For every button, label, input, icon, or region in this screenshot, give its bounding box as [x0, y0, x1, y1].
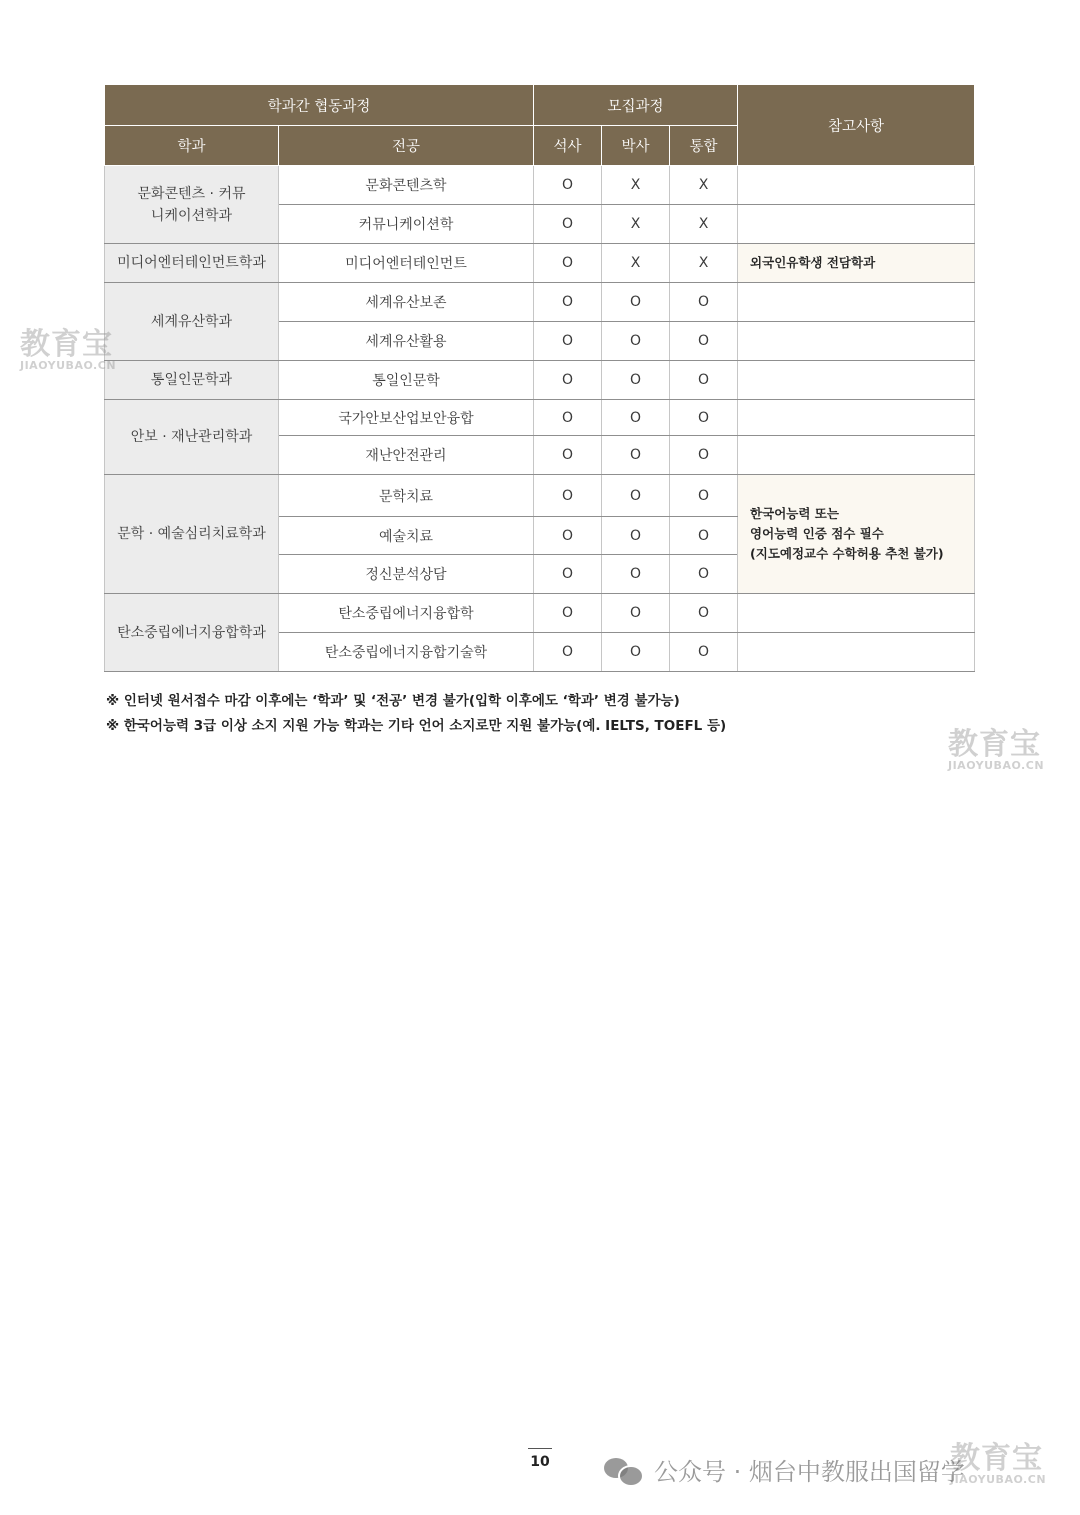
master-cell: O	[534, 633, 602, 672]
col-doctor: 박사	[602, 126, 670, 166]
note-therapy	[738, 475, 975, 594]
master-cell: O	[534, 205, 602, 244]
dept-cell: 세계유산학과	[105, 283, 279, 361]
doctor-cell: O	[602, 283, 670, 322]
doctor-cell: X	[602, 166, 670, 205]
note-cell	[738, 205, 975, 244]
dept-cell: 문학 · 예술심리치료학과	[105, 475, 279, 594]
note-therapy-line: 영어능력 인증 점수 필수	[750, 526, 884, 541]
watermark-sub: JIAOYUBAO.CN	[20, 359, 117, 372]
master-cell: O	[534, 400, 602, 436]
integrated-cell: X	[670, 205, 738, 244]
table-row	[105, 361, 975, 400]
major-cell: 재난안전관리	[279, 436, 534, 475]
master-cell: O	[534, 475, 602, 517]
table-row	[105, 475, 975, 517]
watermark	[948, 727, 1045, 772]
master-cell: O	[534, 594, 602, 633]
col-major: 전공	[279, 126, 534, 166]
major-cell: 세계유산보존	[279, 283, 534, 322]
footnote: ※ 한국어능력 3급 이상 소지 지원 가능 학과는 기타 언어 소지로만 지원 불가능(예. IELTS, TOEFL 등)	[106, 718, 727, 734]
integrated-cell: O	[670, 555, 738, 594]
integrated-cell: X	[670, 166, 738, 205]
note-cell	[738, 633, 975, 672]
master-cell: O	[534, 322, 602, 361]
master-cell: O	[534, 517, 602, 555]
integrated-cell: O	[670, 283, 738, 322]
doctor-cell: X	[602, 205, 670, 244]
col-integrated: 통합	[670, 126, 738, 166]
header-recruit: 모집과정	[534, 85, 738, 126]
wechat-caption-text: 公众号 · 烟台中教服出国留学	[654, 1458, 965, 1486]
master-cell: O	[534, 555, 602, 594]
note-cell	[738, 283, 975, 322]
major-cell: 미디어엔터테인먼트	[279, 244, 534, 283]
integrated-cell: O	[670, 594, 738, 633]
watermark-sub: JIAOYUBAO.CN	[950, 1473, 1047, 1486]
doctor-cell: O	[602, 517, 670, 555]
major-cell: 탄소중립에너지융합기술학	[279, 633, 534, 672]
table-row	[105, 400, 975, 436]
note-cell	[738, 361, 975, 400]
table-row	[105, 283, 975, 322]
note-cell	[738, 166, 975, 205]
watermark-sub: JIAOYUBAO.CN	[948, 759, 1045, 772]
col-master: 석사	[534, 126, 602, 166]
integrated-cell: O	[670, 322, 738, 361]
doctor-cell: O	[602, 555, 670, 594]
page-number: 10	[528, 1448, 552, 1470]
table-row	[105, 166, 975, 205]
table-row	[105, 594, 975, 633]
watermark-main: 教育宝	[948, 727, 1041, 762]
master-cell: O	[534, 283, 602, 322]
major-cell: 문학치료	[279, 475, 534, 517]
program-table	[104, 84, 975, 672]
master-cell: O	[534, 436, 602, 475]
note-therapy-line: (지도예정교수 수학허용 추천 불가)	[750, 546, 944, 561]
doctor-cell: O	[602, 361, 670, 400]
note-cell	[738, 594, 975, 633]
header-notes: 참고사항	[738, 85, 975, 166]
integrated-cell: O	[670, 475, 738, 517]
note-therapy-line: 한국어능력 또는	[750, 506, 839, 521]
wechat-icon	[604, 1456, 644, 1484]
major-cell: 정신분석상담	[279, 555, 534, 594]
doctor-cell: O	[602, 400, 670, 436]
dept-cell: 안보 · 재난관리학과	[105, 400, 279, 475]
master-cell: O	[534, 361, 602, 400]
major-cell: 커뮤니케이션학	[279, 205, 534, 244]
doctor-cell: O	[602, 475, 670, 517]
watermark-main: 教育宝	[950, 1441, 1043, 1476]
doctor-cell: O	[602, 436, 670, 475]
table-row	[105, 244, 975, 283]
integrated-cell: O	[670, 517, 738, 555]
note-media: 외국인유학생 전담학과	[738, 244, 975, 283]
wechat-caption	[604, 1452, 965, 1487]
footnotes	[106, 689, 726, 739]
doctor-cell: X	[602, 244, 670, 283]
major-cell: 탄소중립에너지융합학	[279, 594, 534, 633]
col-dept: 학과	[105, 126, 279, 166]
major-cell: 통일인문학	[279, 361, 534, 400]
watermark	[20, 327, 117, 372]
dept-cell: 문화콘텐츠 · 커뮤니케이션학과	[105, 166, 279, 244]
doctor-cell: O	[602, 322, 670, 361]
integrated-cell: O	[670, 400, 738, 436]
dept-cell: 통일인문학과	[105, 361, 279, 400]
major-cell: 국가안보산업보안융합	[279, 400, 534, 436]
footnote: ※ 인터넷 원서접수 마감 이후에는 ‘학과’ 및 ‘전공’ 변경 불가(입학 이후에도 ‘학과’ 변경 불가능)	[106, 693, 680, 709]
doctor-cell: O	[602, 633, 670, 672]
major-cell: 문화콘텐츠학	[279, 166, 534, 205]
note-cell	[738, 436, 975, 475]
dept-cell: 탄소중립에너지융합학과	[105, 594, 279, 672]
note-cell	[738, 400, 975, 436]
dept-cell: 미디어엔터테인먼트학과	[105, 244, 279, 283]
master-cell: O	[534, 244, 602, 283]
integrated-cell: O	[670, 361, 738, 400]
note-cell	[738, 322, 975, 361]
header-cooperative: 학과간 협동과정	[105, 85, 534, 126]
integrated-cell: X	[670, 244, 738, 283]
watermark-main: 教育宝	[20, 327, 113, 362]
integrated-cell: O	[670, 436, 738, 475]
master-cell: O	[534, 166, 602, 205]
major-cell: 세계유산활용	[279, 322, 534, 361]
integrated-cell: O	[670, 633, 738, 672]
major-cell: 예술치료	[279, 517, 534, 555]
doctor-cell: O	[602, 594, 670, 633]
